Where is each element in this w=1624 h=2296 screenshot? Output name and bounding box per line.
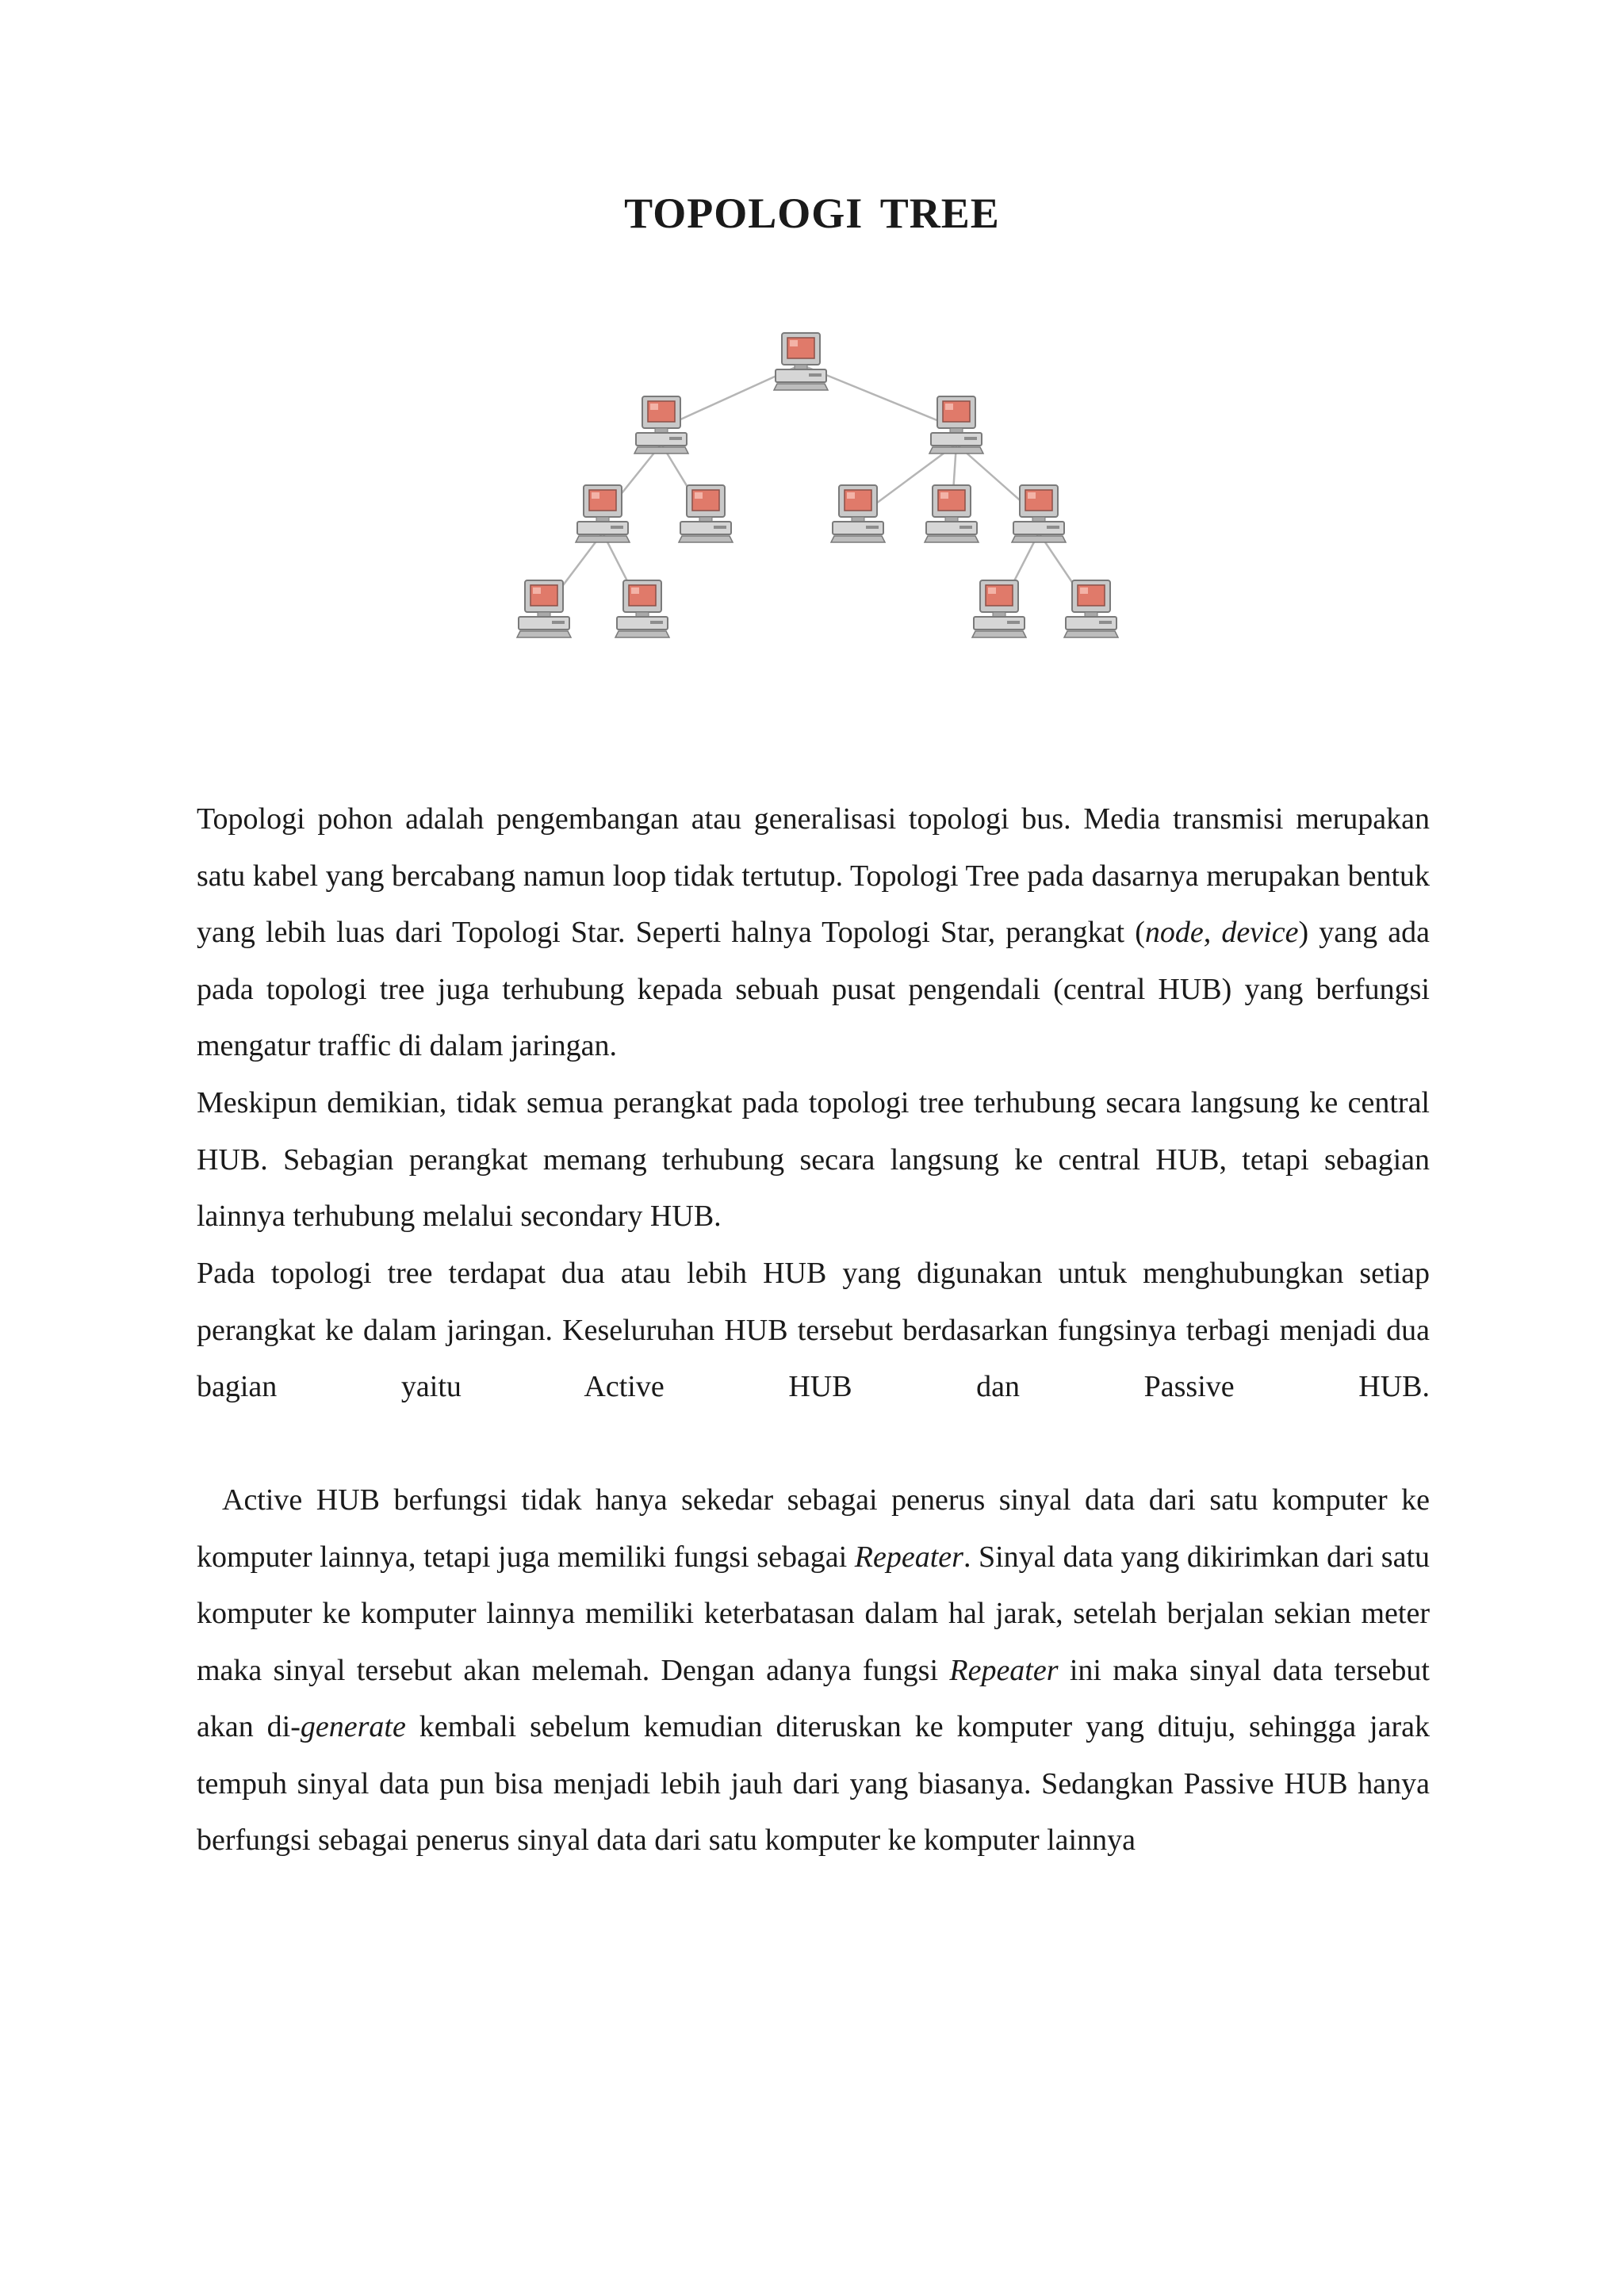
paragraph-text: Topologi pohon adalah pengembangan atau generalisasi topologi bus. Media transmisi merupakan satu kabel yang bercabang namun loop tidak tertutup. Topologi Tree pada dasarnya merupakan bentuk yang lebih luas dari Topologi Star. Seperti halnya Topologi Star, perangkat ( (197, 802, 1430, 949)
page-title: TOPOLOGI TREE (624, 189, 1000, 237)
paragraph-text: kembali sebelum kemudian diteruskan ke komputer yang dituju, sehingga jarak tempuh sinyal data pun bisa menjadi lebih jauh dari yang biasanya. Sedangkan Passive HUB hanya berfungsi sebagai penerus sinyal data dari satu komputer ke komputer lainnya (197, 1710, 1430, 1857)
paragraph-central-hub: Meskipun demikian, tidak semua perangkat pada topologi tree terhubung secara langsung ke central HUB. Sebagian perangkat memang terhubung secara langsung ke central HUB, tetapi sebagian lainnya terhubung melalui secondary HUB. (197, 1086, 1430, 1233)
desktop-computer-icon (615, 580, 669, 637)
paragraph-active-passive-hub (197, 1472, 1430, 1869)
desktop-computer-icon (929, 396, 983, 453)
desktop-computer-icon (1012, 485, 1066, 542)
desktop-computer-icon (679, 485, 733, 542)
paragraph-text: Active HUB berfungsi tidak hanya sekedar sebagai penerus sinyal data dari satu komputer ke komputer lainnya, tetapi juga memiliki fungsi sebagai (197, 1483, 1430, 1574)
desktop-computer-icon (576, 485, 630, 542)
desktop-computer-icon (925, 485, 979, 542)
paragraph-hub-types: Pada topologi tree terdapat dua atau lebih HUB yang digunakan untuk menghubungkan setiap perangkat ke dalam jaringan. Keseluruhan HUB tersebut berdasarkan fungsinya terbagi menjadi dua bagian yaitu Active HUB dan Passive HUB. (197, 1257, 1430, 1403)
desktop-computer-icon (634, 396, 688, 453)
paragraph-text: ) yang ada pada topologi tree juga terhubung kepada sebuah pusat pengendali (central HUB) yang berfungsi mengatur traffic di dalam jaringan. (197, 916, 1430, 1062)
italic-term: node, device (1144, 916, 1299, 949)
tree-topology-diagram (492, 309, 1142, 690)
italic-term: Repeater (949, 1653, 1059, 1687)
desktop-computer-icon (517, 580, 571, 637)
italic-term: generate (300, 1710, 406, 1743)
connection-lines (544, 365, 1091, 610)
paragraph-intro (197, 791, 1430, 1075)
paragraph-text: ini maka sinyal data tersebut akan di- (197, 1653, 1430, 1743)
desktop-computer-icon (972, 580, 1026, 637)
italic-term: Repeater (854, 1540, 963, 1574)
desktop-computer-icon (831, 485, 885, 542)
desktop-computer-icon (1064, 580, 1118, 637)
desktop-computer-icon (774, 333, 828, 390)
paragraph-text: . Sinyal data yang dikirimkan dari satu komputer ke komputer lainnya memiliki keterbatasan dalam hal jarak, setelah berjalan sekian meter maka sinyal tersebut akan melemah. Dengan adanya fungsi (197, 1540, 1431, 1687)
